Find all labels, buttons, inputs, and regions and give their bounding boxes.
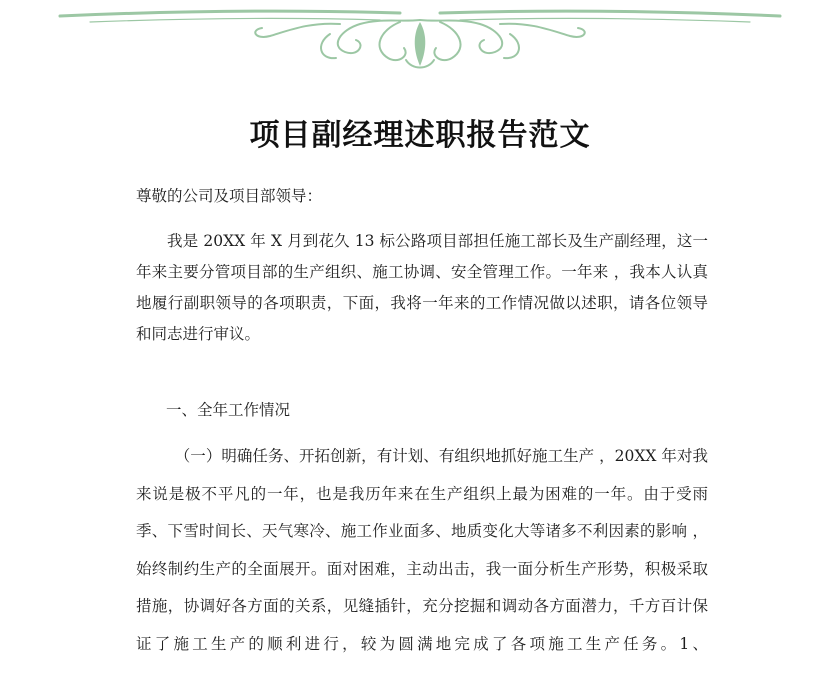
paragraph-work-summary: （一）明确任务、开拓创新，有计划、有组织地抓好施工生产 ，20XX 年对我来说是极不平凡的一年，也是我历年来在生产组织上最为困难的一年。由于受雨季、下雪时间长、天气寒冷、施工作业面多、地质变化大等诸多不利因素的影响 ，始终制约生产的全面展开。面对困难，主动出击，我一面分析生产形势，积极采取措施，协调好各方面的关系，见缝插针，充分挖掘和调动各方面潜力，千方百计保证了施工生产的顺利进行，较为圆满地完成了各项施工生产任务。1、: [136, 447, 708, 653]
decorative-header-ornament: [0, 0, 840, 80]
document-title: 项目副经理述职报告范文: [249, 118, 591, 153]
salutation: 尊敬的公司及项目部领导：: [136, 187, 323, 205]
section-heading: 一、全年工作情况: [166, 401, 291, 419]
paragraph-intro: 我是 20XX 年 X 月到花久 13 标公路项目部担任施工部长及生产副经理，这一年来主要分管项目部的生产组织、施工协调、安全管理工作。一年来 ，我本人认真地履行副职领导的各项职责，下面，我将一年来的工作情况做以述职，请各位领导和同志进行审议。: [136, 232, 708, 343]
